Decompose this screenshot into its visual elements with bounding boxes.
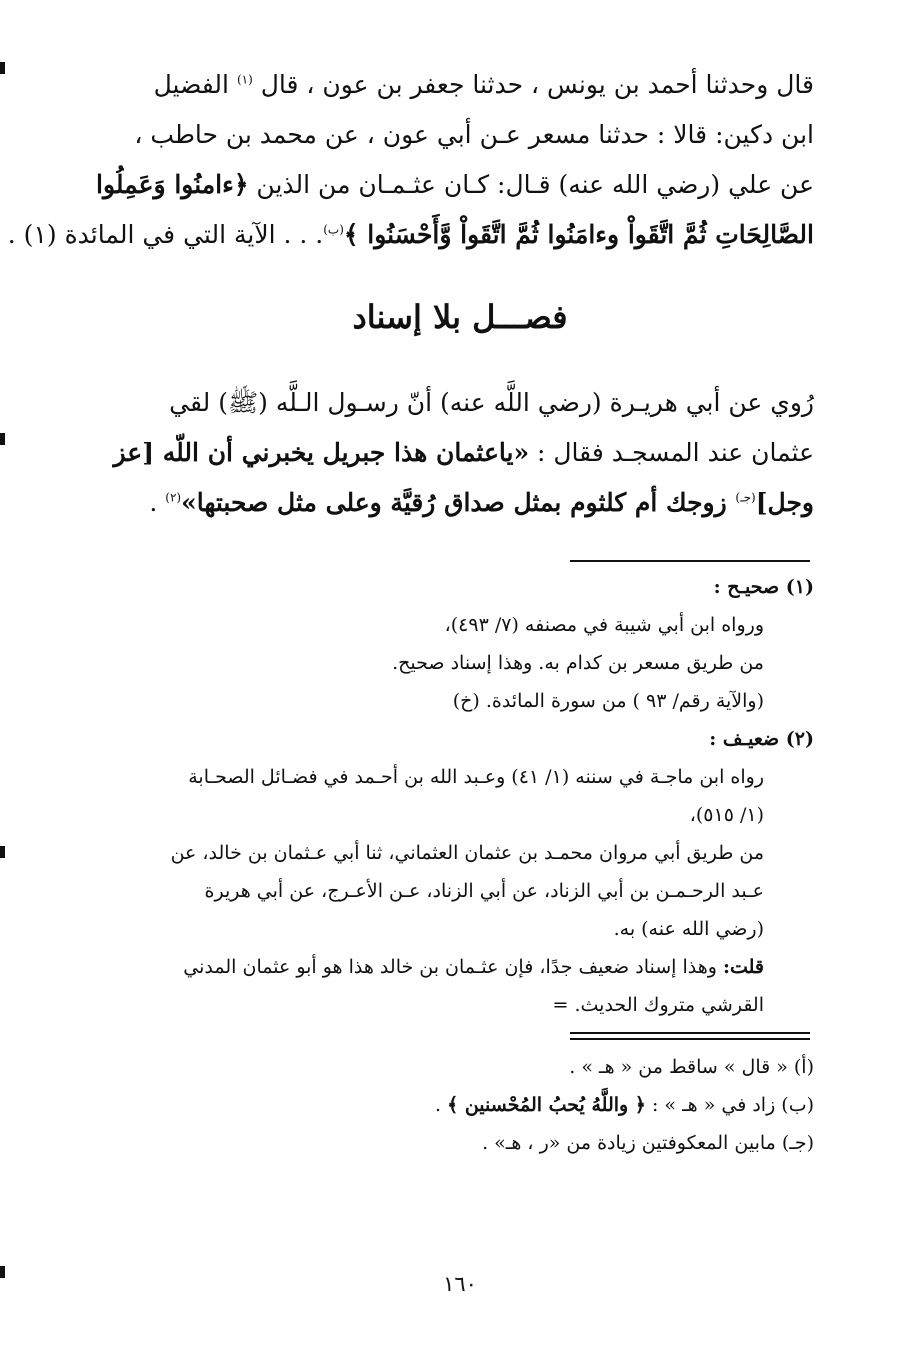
variant-line: (أ) « قال » ساقط من « هـ » . [569, 1056, 814, 1078]
text-line [96, 160, 814, 210]
footnote-line: قلت: وهذا إسناد ضعيف جدًا، فإن عثـمان بن خالد هذا هو أبو عثمان المدني [183, 956, 764, 978]
footnote-line: (والآية رقم/ ٩٣ ) من سورة المائدة. (خ) [452, 690, 764, 712]
hadith-quote: زوجك أم كلثوم بمثل صداق رُقيَّة وعلى مثل صحبتها» [181, 488, 736, 517]
footnote-line: ورواه ابن أبي شيبة في مصنفه (٧/ ٤٩٣)، [444, 614, 764, 636]
footnote-line: رواه ابن ماجـة في سننه (١/ ٤١) وعـبد الله بن أحـمد في فضـائل الصحـابة [188, 766, 764, 788]
footnote-line: القرشي متروك الحديث. = [552, 994, 764, 1016]
footnote-line: من طريق أبي مروان محمـد بن عثمان العثماني، ثنا أبي عـثمان بن خالد، عن [170, 842, 764, 864]
footnote-ref[interactable]: (١) [236, 72, 253, 87]
main-paragraph-1 [7, 60, 814, 260]
line-text: الفضيل [153, 70, 237, 99]
footnote-line: (١/ ٥١٥)، [689, 804, 764, 826]
scan-edge-mark [0, 846, 5, 858]
footnote-line: (رضي الله عنه) به. [613, 918, 764, 940]
main-paragraph-2 [96, 378, 814, 528]
footnote-line: من طريق مسعر بن كدام به. وهذا إسناد صحيح. [392, 652, 764, 674]
line-text: ابن دكين: قالا : حدثنا مسعر عـن أبي عون ، عن محمد بن حاطب ، [134, 120, 814, 149]
variant-line: (ب) زاد في « هـ » : ﴿ واللَّهُ يُحبُ المُحْسنين ﴾ . [434, 1094, 814, 1116]
line-text: عن علي (رضي الله عنه) قـال: كـان عثـمـان من الذين [248, 170, 814, 199]
variant-line: (جـ) مابين المعكوفتين زيادة من «ر ، هـ» . [482, 1132, 814, 1154]
footnote-separator [570, 560, 810, 562]
variant-ref[interactable]: (جـ) [735, 490, 756, 505]
text-line [96, 428, 814, 478]
line-text: عثمان عند المسجـد فقال : [529, 438, 814, 467]
footnote-ref[interactable]: (٢) [165, 490, 182, 505]
text-line [7, 210, 814, 260]
scan-edge-mark [0, 62, 5, 74]
section-heading: فصـــل بلا إسناد [352, 298, 568, 336]
variants-separator-bottom [570, 1038, 810, 1040]
variant-ref[interactable]: (ب) [323, 222, 344, 237]
text-line [96, 60, 814, 110]
footnotes [96, 568, 814, 1024]
text-line [96, 110, 814, 160]
footnote-line: (١) صحيـح : [713, 576, 814, 598]
line-text: رُوي عن أبي هريـرة (رضي اللَّه عنه) أنّ رسـول الـلَّه (ﷺ) لقي [169, 388, 814, 417]
text-line [96, 378, 814, 428]
quran-quote: الصَّالِحَاتِ ثُمَّ اتَّقَواْ وءامَنُوا ثُمَّ اتَّقَواْ وَّأَحْسَنُوا ﴾ [343, 220, 814, 249]
textual-variants [96, 1048, 814, 1162]
variants-separator-top [570, 1032, 810, 1034]
footnote-line: (٢) ضعيـف : [709, 728, 814, 750]
hadith-quote: وجل] [755, 488, 814, 517]
scan-edge-mark [0, 433, 5, 445]
line-text: . [149, 488, 166, 517]
footnote-line: عـبد الرحـمـن بن أبي الزناد، عن أبي الزناد، عـن الأعـرج، عن أبي هريرة [204, 880, 764, 902]
text-line [96, 478, 814, 528]
hadith-quote: «ياعثمان هذا جبريل يخبرني أن اللّه [عز [113, 438, 530, 467]
page-number: ١٦٠ [443, 1272, 477, 1296]
line-text: . . . الآية التي في المائدة (١) . [7, 220, 324, 249]
quran-quote: ﴿ءامنُوا وَعَمِلُوا [96, 170, 249, 199]
line-text: قال وحدثنا أحمد بن يونس ، حدثنا جعفر بن عون ، قال [252, 70, 814, 99]
